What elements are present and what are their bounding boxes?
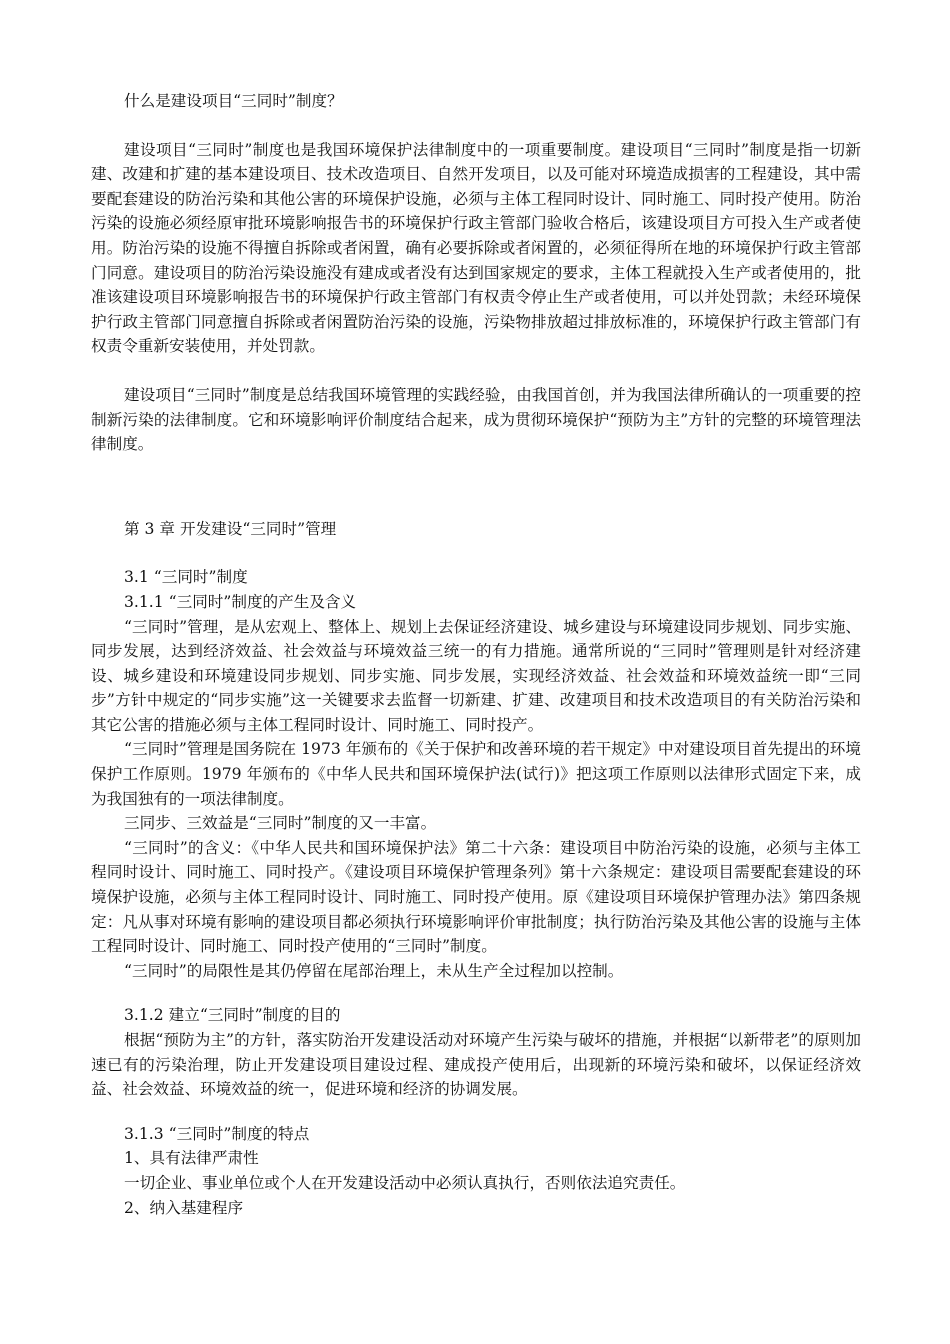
section-heading-3-1: 3.1 “三同时”制度 [124, 568, 248, 587]
list-item-2: 2、纳入基建程序 [124, 1198, 244, 1217]
paragraph-history: “三同时”管理是国务院在 1973 年颁布的《关于保护和改善环境的若干规定》中对建设项目首先提出的环境保护工作原则。1979 年颁布的《中华人民共和国环境保护法(试行)》把这项工作原则以法律形式固定下来，成为我国独有的一项法律制度。 [91, 740, 861, 808]
paragraph-meaning: “三同时”的含义：《中华人民共和国环境保护法》第二十六条：建设项目中防治污染的设施，必须与主体工程同时设计、同时施工、同时投产。《建设项目环境保护管理条列》第十六条规定：建设项目需要配套建设的环境保护设施，必须与主体工程同时设计、同时施工、同时投产使用。原《建设项目环境保护管理办法》第四条规定：凡从事对环境有影响的建设项目都必须执行环境影响评价审批制度；执行防治污染及其他公害的设施与主体工程同时设计、同时施工、同时投产使用的“三同时”制度。 [91, 838, 861, 956]
paragraph-purpose: 根据“预防为主”的方针，落实防治开发建设活动对环境产生污染与破坏的措施，并根据“以新带老”的原则加速已有的污染治理，防止开发建设项目建设过程、建成投产使用后，出现新的环境污染和破坏，以保证经济效益、社会效益、环境效益的统一，促进环境和经济的协调发展。 [91, 1031, 861, 1099]
section-heading-3-1-1: 3.1.1 “三同时”制度的产生及含义 [124, 592, 357, 611]
paragraph-legal: 一切企业、事业单位或个人在开发建设活动中必须认真执行，否则依法追究责任。 [124, 1173, 686, 1192]
paragraph-origin: “三同时”管理，是从宏观上、整体上、规划上去保证经济建设、城乡建设与环境建设同步规划、同步实施、同步发展，达到经济效益、社会效益与环境效益三统一的有力措施。通常所说的“三同时”管理则是针对经济建设、城乡建设和环境建设同步规划、同步实施、同步发展，实现经济效益、社会效益和环境效益统一即“三同步”方针中规定的“同步实施”这一关键要求去监督一切新建、扩建、改建项目和技术改造项目的有关防治污染和其它公害的措施必须与主体工程同时设计、同时施工、同时投产。 [91, 617, 861, 734]
section-heading-3-1-3: 3.1.3 “三同时”制度的特点 [124, 1124, 310, 1143]
paragraph-enrichment: 三同步、三效益是“三同时”制度的又一丰富。 [124, 814, 437, 833]
document-page [91, 89, 861, 1220]
paragraph-limitation: “三同时”的局限性是其仍停留在尾部治理上，未从生产全过程加以控制。 [124, 961, 624, 980]
paragraph-definition: 建设项目“三同时”制度也是我国环境保护法律制度中的一项重要制度。建设项目“三同时”制度是指一切新建、改建和扩建的基本建设项目、技术改造项目、自然开发项目，以及可能对环境造成损害的工程建设，其中需要配套建设的防治污染和其他公害的环境保护设施，必须与主体工程同时设计、同时施工、同时投产使用。防治污染的设施必须经原审批环境影响报告书的环境保护行政主管部门验收合格后，该建设项目方可投入生产或者使用。防治污染的设施不得擅自拆除或者闲置，确有必要拆除或者闲置的，必须征得所在地的环境保护行政主管部门同意。建设项目的防治污染设施没有建成或者没有达到国家规定的要求，主体工程就投入生产或者使用的，批准该建设项目环境影响报告书的环境保护行政主管部门有权责令停止生产或者使用，可以并处罚款；未经环境保护行政主管部门同意擅自拆除或者闲置防治污染的设施，污染物排放超过排放标准的，环境保护行政主管部门有权责令重新安装使用，并处罚款。 [91, 140, 861, 356]
chapter-heading: 第 3 章 开发建设“三同时”管理 [124, 519, 337, 538]
list-item-1: 1、具有法律严肃性 [124, 1149, 259, 1168]
question-title: 什么是建设项目“三同时”制度？ [124, 92, 343, 110]
paragraph-summary: 建设项目“三同时”制度是总结我国环境管理的实践经验，由我国首创，并为我国法律所确认的一项重要的控制新污染的法律制度。它和环境影响评价制度结合起来，成为贯彻环境保护“预防为主”方针的完整的环境管理法律制度。 [91, 385, 861, 454]
section-heading-3-1-2: 3.1.2 建立“三同时”制度的目的 [124, 1006, 341, 1025]
